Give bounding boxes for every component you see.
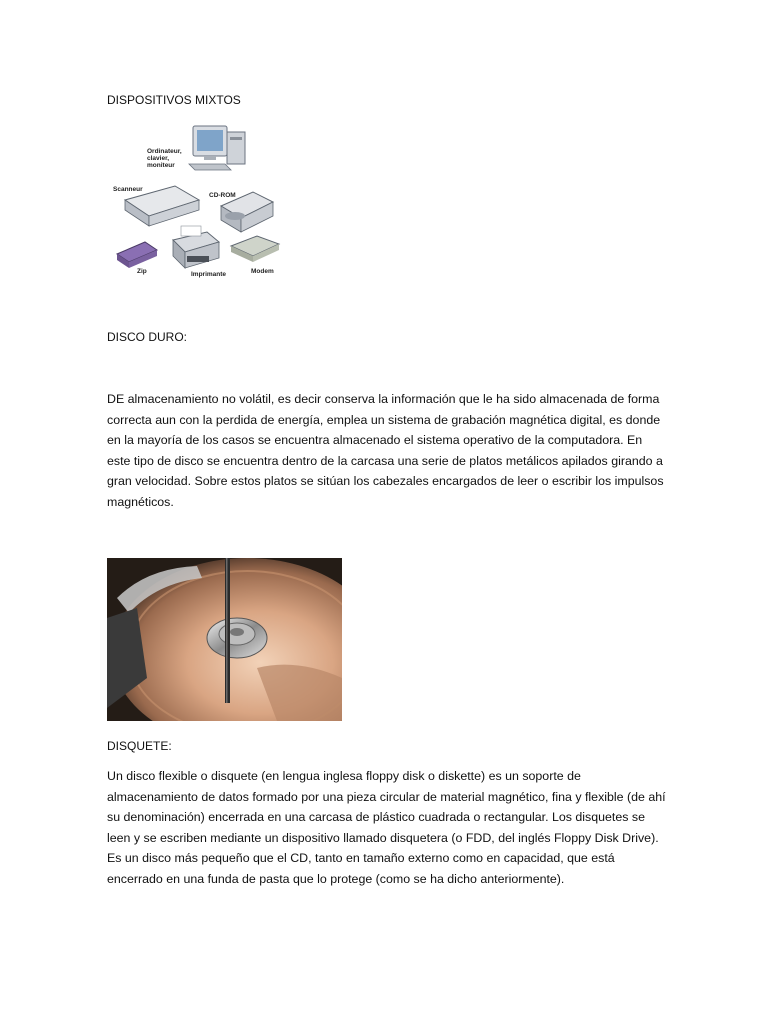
mixed-devices-illustration — [107, 122, 285, 282]
heading-disquete: DISQUETE: — [107, 739, 172, 753]
label-scanner: Scanneur — [113, 186, 143, 193]
modem-icon — [231, 236, 279, 262]
label-computer: Ordinateur, clavier, moniteur — [147, 148, 182, 169]
devices-drawing — [107, 122, 285, 282]
label-cdrom: CD-ROM — [209, 192, 236, 199]
paragraph-disco-duro: DE almacenamiento no volátil, es decir conserva la información que le ha sido almacenada de forma correcta aun con la perdida de energía, emplea un sistema de grabación magnética digital, es donde en la mayoría de los casos se encuentra almacenado el sistema operativo de la computadora. En este tipo de disco se encuentra dentro de la carcasa una serie de platos metálicos apilados girando a gran velocidad. Sobre estos platos se sitúan los cabezales encargados de leer o escribir los impulsos magnéticos. — [107, 392, 664, 509]
label-printer: Imprimante — [191, 271, 227, 278]
label-zip: Zip — [137, 268, 147, 275]
printer-icon — [173, 226, 219, 268]
computer-icon — [189, 126, 245, 170]
zip-drive-icon — [117, 242, 157, 268]
heading-dispositivos-mixtos: DISPOSITIVOS MIXTOS — [107, 93, 241, 107]
label-modem: Modem — [251, 268, 274, 275]
heading-disco-duro: DISCO DURO: — [107, 330, 188, 344]
paragraph-disquete: Un disco flexible o disquete (en lengua inglesa floppy disk o diskette) es un soporte de almacenamiento de datos formado por una pieza circular de material magnético, fina y flexible (de ahí su denominación) encerrada en una carcasa de plástico cuadrada o rectangular. Los disquetes se leen y se escriben mediante un dispositivo llamado disquetera (o FDD, del inglés Floppy Disk Drive). Es un disco más pequeño que el CD, tanto en tamaño externo como en capacidad, que está encerrado en una funda de pasta que lo protege (como se ha dicho anteriormente). — [107, 769, 666, 886]
hard-disk-photo — [107, 558, 342, 721]
hard-disk-drawing — [107, 558, 342, 721]
